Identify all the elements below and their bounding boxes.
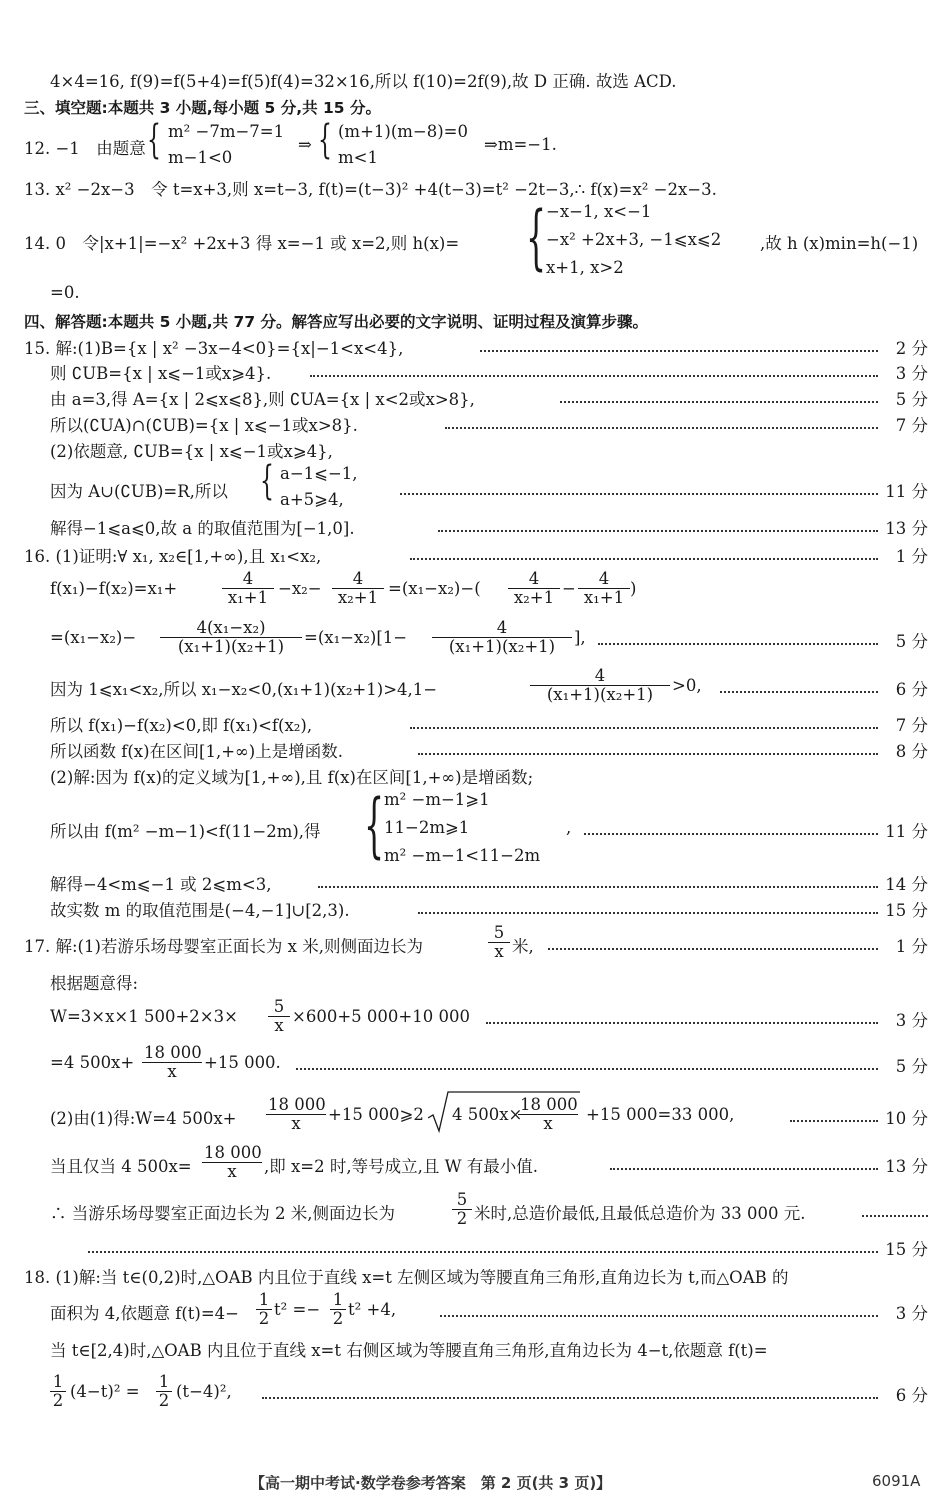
fraction [332, 570, 384, 607]
fraction-numerator: 1 [256, 1291, 272, 1310]
score-label: 7 分 [895, 416, 928, 435]
score-label: 10 分 [885, 1109, 928, 1128]
score-label: 5 分 [895, 390, 928, 409]
fraction [256, 1291, 272, 1328]
q16-cond3: m² −m−1<11−2m [384, 846, 541, 865]
leader-dots [296, 1068, 878, 1070]
fraction-denominator: 2 [456, 1209, 468, 1228]
q15-line7: 解得−1⩽a⩽0,故 a 的取值范围为[−1,0]. [50, 519, 355, 538]
fraction [142, 1044, 202, 1081]
fraction [530, 667, 670, 704]
leader-dots [400, 493, 878, 495]
fraction-numerator: 18 000 [268, 1095, 326, 1114]
fraction [160, 619, 302, 656]
q16-line5: 所以 f(x₁)−f(x₂)<0,即 f(x₁)<f(x₂), [50, 716, 313, 735]
q16-line3-part-a: =(x₁−x₂)− [50, 628, 137, 647]
fraction [578, 570, 630, 607]
leader-dots [410, 558, 878, 560]
q17-line1-part-a: 17. 解:(1)若游乐场母婴室正面长为 x 米,则侧面边长为 [24, 937, 423, 956]
fraction-denominator: x₂+1 [513, 588, 555, 607]
footer-code: 6091A [872, 1472, 921, 1490]
q18-line2-part-a: 面积为 4,依题意 f(t)=4− [50, 1304, 239, 1323]
leader-dots [862, 1215, 928, 1217]
leader-dots [560, 401, 878, 403]
fraction-denominator: x [291, 1114, 301, 1133]
fraction-denominator: x [227, 1162, 237, 1181]
q14-case3: x+1, x>2 [546, 258, 624, 277]
fraction-numerator: 4(x₁−x₂) [160, 619, 302, 638]
q14-tail: =0. [50, 283, 80, 302]
fraction-numerator: 4 [508, 570, 560, 589]
q16-line1: 16. (1)证明:∀ x₁, x₂∈[1,+∞),且 x₁<x₂, [24, 547, 322, 566]
fraction-numerator: 4 [578, 570, 630, 589]
q15-line4: 所以(∁UA)∩(∁UB)={x | x⩽−1或x>8}. [50, 416, 358, 435]
section3-heading: 三、填空题:本题共 3 小题,每小题 5 分,共 15 分。 [24, 99, 381, 117]
leader-dots [88, 1251, 878, 1253]
fraction-numerator: 1 [50, 1373, 66, 1392]
fraction-numerator: 4 [530, 667, 670, 686]
q12-system1-eq2: m−1<0 [168, 148, 233, 167]
q17-line6-part-b: ,即 x=2 时,等号成立,且 W 有最小值. [264, 1157, 539, 1176]
q16-line10: 故实数 m 的取值范围是(−4,−1]∪[2,3). [50, 901, 350, 920]
fraction-numerator: 1 [330, 1291, 346, 1310]
q17-line6-part-a: 当且仅当 4 500x= [50, 1157, 192, 1176]
leader-dots [486, 1022, 878, 1024]
fraction [266, 1096, 326, 1133]
fraction-denominator: 2 [52, 1391, 64, 1410]
score-label: 3 分 [895, 1011, 928, 1030]
fraction-numerator: 1 [156, 1373, 172, 1392]
fraction-denominator: (x₁+1)(x₂+1) [546, 685, 654, 704]
q16-line2-part-b: −x₂− [278, 579, 322, 598]
fraction-denominator: x₁+1 [583, 588, 625, 607]
section4-heading: 四、解答题:本题共 5 小题,共 77 分。解答应写出必要的文字说明、证明过程及演算步骤。 [24, 313, 649, 331]
fraction [330, 1291, 346, 1328]
fraction-denominator: x [543, 1114, 553, 1133]
q15-cond1: a−1⩽−1, [280, 464, 358, 483]
q16-cond1: m² −m−1⩾1 [384, 790, 490, 809]
leader-dots [610, 1168, 878, 1170]
q14-case2: −x² +2x+3, −1⩽x⩽2 [546, 230, 722, 249]
score-label: 1 分 [895, 937, 928, 956]
q16-line6: 所以函数 f(x)在区间[1,+∞)上是增函数. [50, 742, 343, 761]
leader-dots [418, 753, 878, 755]
q17-line5-part-a: (2)由(1)得:W=4 500x+ [50, 1109, 237, 1128]
fraction-numerator: 18 000 [520, 1095, 578, 1114]
q12-system2-eq2: m<1 [338, 148, 378, 167]
fraction [452, 1191, 472, 1228]
q16-line8-prefix: 所以由 f(m² −m−1)<f(11−2m),得 [50, 822, 321, 841]
q16-line2-part-e: ) [630, 579, 637, 598]
q12-prefix: 12. −1 由题意 [24, 139, 146, 158]
q16-line2-part-a: f(x₁)−f(x₂)=x₁+ [50, 579, 178, 598]
q15-line6-prefix: 因为 A∪(∁UB)=R,所以 [50, 482, 228, 501]
fraction [432, 619, 572, 656]
fraction-denominator: x₁+1 [227, 588, 269, 607]
score-label: 2 分 [895, 339, 928, 358]
q17-line7-part-b: 米时,总造价最低,且最低总造价为 33 000 元. [474, 1204, 806, 1223]
q12-system2-eq1: (m+1)(m−8)=0 [338, 122, 469, 141]
score-label: 8 分 [895, 742, 928, 761]
q15-line2: 则 ∁UB={x | x⩽−1或x⩾4}. [50, 364, 272, 383]
score-label: 7 分 [895, 716, 928, 735]
score-label: 1 分 [895, 547, 928, 566]
q17-line7-part-a: ∴ 当游乐场母婴室正面边长为 2 米,侧面边长为 [50, 1204, 395, 1223]
q16-line2-part-c: =(x₁−x₂)−( [388, 579, 481, 598]
q16-line8-comma: , [566, 818, 572, 837]
leader-dots [548, 948, 878, 950]
score-label: 3 分 [895, 1304, 928, 1323]
q15-cond2: a+5⩾4, [280, 490, 344, 509]
q16-brace: { [364, 784, 385, 866]
q12-brace-2: { [318, 117, 332, 163]
fraction [156, 1373, 172, 1410]
fraction-denominator: x [274, 1016, 284, 1035]
score-label: 11 分 [885, 822, 928, 841]
q15-brace: { [260, 458, 274, 504]
q17-line4-part-a: =4 500x+ [50, 1053, 135, 1072]
q18-line1: 18. (1)解:当 t∈(0,2)时,△OAB 内且位于直线 x=t 左侧区域为等腰直角三角形,直角边长为 t,而△OAB 的 [24, 1268, 789, 1287]
fraction-numerator: 4 [432, 619, 572, 638]
score-label: 11 分 [885, 482, 928, 501]
fraction [202, 1144, 262, 1181]
q18-line2-part-b: t² =− [274, 1300, 321, 1319]
q12-system1-eq1: m² −7m−7=1 [168, 122, 285, 141]
leader-dots [584, 833, 878, 835]
q15-line3: 由 a=3,得 A={x | 2⩽x⩽8},则 ∁UA={x | x<2或x>8}, [50, 390, 475, 409]
score-label: 6 分 [895, 1386, 928, 1405]
q14-brace: { [526, 196, 547, 278]
fraction-denominator: x₂+1 [337, 588, 379, 607]
q13-answer: 13. x² −2x−3 令 t=x+3,则 x=t−3, f(t)=(t−3)² +4(t−3)=t² −2t−3,∴ f(x)=x² −2x−3. [24, 180, 717, 199]
q18-line4-part-b: (t−4)², [176, 1382, 232, 1401]
fraction [50, 1373, 66, 1410]
q16-line3-part-b: =(x₁−x₂)[1− [304, 628, 408, 647]
q14-suffix: ,故 h (x)min=h(−1) [760, 234, 919, 253]
fraction-denominator: 2 [158, 1391, 170, 1410]
q16-cond2: 11−2m⩾1 [384, 818, 470, 837]
q12-result: ⇒m=−1. [484, 135, 557, 154]
q16-line3-part-c: ], [574, 628, 586, 647]
q12-brace-1: { [147, 117, 161, 163]
leader-dots [418, 912, 878, 914]
fraction [508, 570, 560, 607]
q17-line2: 根据题意得: [50, 974, 139, 993]
leader-dots [720, 691, 878, 693]
q15-line5: (2)依题意, ∁UB={x | x⩽−1或x⩾4}, [50, 442, 333, 461]
fraction-numerator: 5 [452, 1191, 472, 1210]
score-label: 5 分 [895, 1057, 928, 1076]
q14-prefix: 14. 0 令|x+1|=−x² +2x+3 得 x=−1 或 x=2,则 h(x)= [24, 234, 460, 253]
q16-line2-part-d: − [562, 579, 576, 598]
score-label: 15 分 [885, 1240, 928, 1259]
q18-line3: 当 t∈[2,4)时,△OAB 内且位于直线 x=t 右侧区域为等腰直角三角形,直角边长为 4−t,依题意 f(t)= [50, 1341, 768, 1360]
q16-line4-part-b: >0, [672, 676, 702, 695]
fraction-numerator: 5 [488, 924, 510, 943]
fraction-numerator: 5 [268, 998, 290, 1017]
leader-dots [318, 886, 878, 888]
leader-dots [445, 427, 878, 429]
score-label: 3 分 [895, 364, 928, 383]
fraction [488, 924, 510, 961]
q17-line5-part-b: +15 000⩾2 [328, 1105, 424, 1124]
q17-line3-part-b: ×600+5 000+10 000 [292, 1007, 470, 1026]
leader-dots [598, 643, 878, 645]
q15-line1: 15. 解:(1)B={x | x² −3x−4<0}={x|−1<x<4}, [24, 339, 404, 358]
fraction-denominator: 2 [258, 1309, 270, 1328]
fraction [268, 998, 290, 1035]
leader-dots [480, 350, 878, 352]
fraction-numerator: 18 000 [204, 1143, 262, 1162]
q16-line7: (2)解:因为 f(x)的定义域为[1,+∞),且 f(x)在区间[1,+∞)是增函数; [50, 768, 534, 787]
footer-title: 【高一期中考试·数学卷参考答案 第 2 页(共 3 页)】 [250, 1474, 612, 1492]
fraction-numerator: 4 [222, 570, 274, 589]
score-label: 13 分 [885, 519, 928, 538]
q16-line4-part-a: 因为 1⩽x₁<x₂,所以 x₁−x₂<0,(x₁+1)(x₂+1)>4,1− [50, 680, 438, 699]
fraction-denominator: (x₁+1)(x₂+1) [177, 637, 285, 656]
q18-line4-part-a: (4−t)² = [70, 1382, 140, 1401]
score-label: 14 分 [885, 875, 928, 894]
fraction-numerator: 18 000 [144, 1043, 202, 1062]
leader-dots [410, 727, 878, 729]
score-label: 13 分 [885, 1157, 928, 1176]
page-footer [0, 1472, 950, 1494]
leader-dots [262, 1397, 878, 1399]
score-label: 6 分 [895, 680, 928, 699]
score-label: 15 分 [885, 901, 928, 920]
q11-tail-line: 4×4=16, f(9)=f(5+4)=f(5)f(4)=32×16,所以 f(10)=2f(9),故 D 正确. 故选 ACD. [50, 72, 677, 91]
fraction-denominator: x [494, 942, 504, 961]
leader-dots [438, 530, 878, 532]
fraction-denominator: x [167, 1062, 177, 1081]
q17-line3-part-a: W=3×x×1 500+2×3× [50, 1007, 238, 1026]
leader-dots [790, 1120, 878, 1122]
fraction-denominator: (x₁+1)(x₂+1) [448, 637, 556, 656]
fraction-numerator: 4 [332, 570, 384, 589]
fraction [222, 570, 274, 607]
q17-radicand: 4 500x× [452, 1105, 523, 1124]
q16-line9: 解得−4<m⩽−1 或 2⩽m<3, [50, 875, 272, 894]
q17-line5-part-c: +15 000=33 000, [586, 1105, 735, 1124]
q14-case1: −x−1, x<−1 [546, 202, 652, 221]
q17-line1-part-b: 米, [512, 937, 534, 956]
fraction-denominator: 2 [332, 1309, 344, 1328]
score-label: 5 分 [895, 632, 928, 651]
leader-dots [310, 375, 878, 377]
q18-line2-part-c: t² +4, [348, 1300, 397, 1319]
q12-implies-arrow: ⇒ [298, 135, 312, 154]
leader-dots [440, 1315, 878, 1317]
fraction [518, 1096, 578, 1133]
q17-line4-part-b: +15 000. [204, 1053, 281, 1072]
